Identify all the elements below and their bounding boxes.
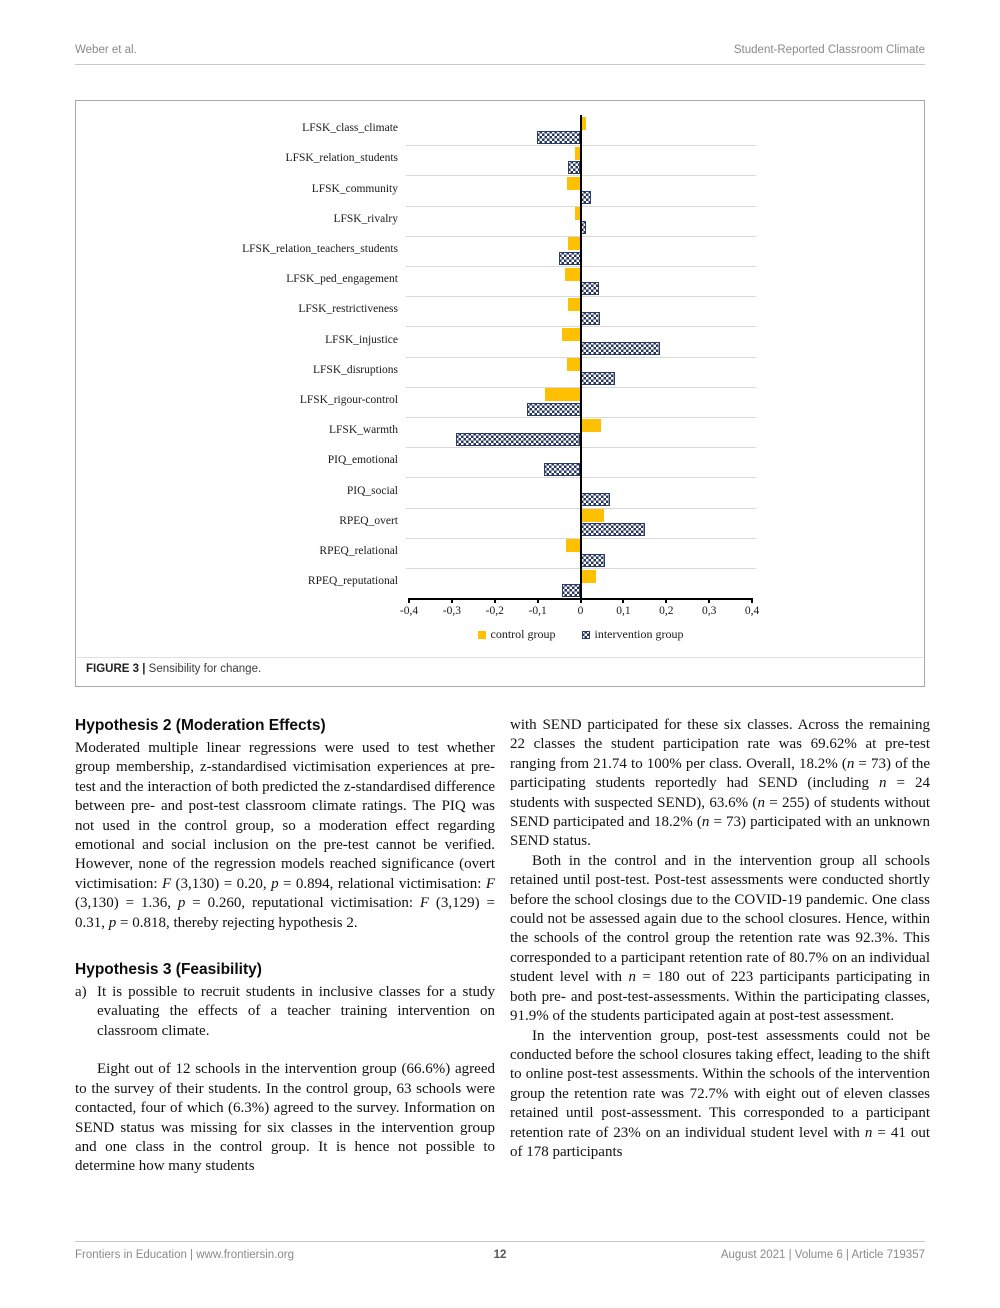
bar-intervention-group	[527, 403, 581, 416]
bar-control-group	[581, 570, 596, 583]
category-label: LFSK_warmth	[329, 424, 398, 437]
category-label: LFSK_rigour-control	[299, 393, 398, 406]
x-axis-tick	[580, 598, 582, 603]
bar-intervention-group	[456, 433, 580, 446]
x-axis-tick	[494, 598, 496, 603]
text-run: = 0.260, reputational victimisation:	[185, 895, 420, 912]
bar-control-group	[567, 177, 581, 190]
bar-intervention-group	[559, 252, 580, 265]
body-column-right	[510, 716, 930, 1162]
bar-intervention-group	[537, 131, 581, 144]
bar-intervention-group	[581, 342, 660, 355]
x-tick-label: 0,4	[744, 605, 760, 618]
text-run: (3,130) = 0.20,	[171, 875, 272, 892]
list-marker: a)	[75, 984, 87, 1001]
italic-text: p	[271, 875, 279, 892]
italic-text: F	[161, 875, 172, 892]
footer	[75, 1249, 925, 1261]
text-run: = 73) of the participating students reportedly had SEND (including	[510, 755, 931, 792]
legend-label: control group	[490, 627, 556, 642]
paragraph	[510, 1027, 930, 1163]
list-text	[97, 983, 495, 1041]
figure-caption-text: Sensibility for change.	[148, 663, 262, 675]
category-label: LFSK_community	[311, 182, 398, 195]
bar-control-group	[562, 328, 581, 341]
paragraph	[75, 739, 495, 933]
italic-text: n	[628, 969, 636, 986]
bar-intervention-group	[544, 463, 580, 476]
text-run: It is possible to recruit students in inclusive classes for a study evaluating the effects of a teacher training intervention on classroom climate.	[97, 984, 495, 1039]
x-axis-tick	[451, 598, 453, 603]
legend-swatch-icon	[478, 631, 486, 639]
text-run: with SEND participated for these six classes. Across the remaining 22 classes the student participation rate was 69.62% at pre-test ranging from 21.74 to 100% per class. Overall, 18.2% (	[510, 717, 930, 772]
paragraph	[510, 852, 930, 1027]
text-run: = 0.818, thereby rejecting hypothesis 2.	[116, 914, 358, 931]
text-run: (3,130) = 1.36,	[75, 895, 178, 912]
running-head-authors: Weber et al.	[75, 44, 137, 56]
category-label: LFSK_restrictiveness	[298, 303, 398, 316]
text-run: Eight out of 12 schools in the intervention group (66.6%) agreed to the survey of their students. In the control group, 63 schools were contacted, four of which (6.3%) agreed to the survey. Information on SEND status was missing for six classes in the intervention group and one class in the control group. It is hence not possible to determine how many students	[75, 1061, 495, 1175]
section-heading: Hypothesis 3 (Feasibility)	[75, 961, 262, 979]
x-axis-tick	[751, 598, 753, 603]
italic-text: n	[757, 794, 765, 811]
footer-page-number: 12	[493, 1249, 507, 1261]
x-tick-label: -0,1	[528, 605, 547, 618]
zero-axis-line	[580, 115, 582, 598]
x-axis-tick	[408, 598, 410, 603]
text-run: = 24 students with suspected SEND), 63.6% (	[510, 775, 930, 811]
category-label: RPEQ_overt	[339, 514, 398, 527]
category-label: PIQ_emotional	[327, 454, 398, 467]
bar-intervention-group	[581, 282, 599, 295]
category-label: LFSK_relation_teachers_students	[242, 242, 398, 255]
x-axis-tick	[665, 598, 667, 603]
paragraph	[75, 1060, 495, 1176]
legend-label: intervention group	[594, 627, 684, 642]
bar-control-group	[567, 358, 580, 371]
chart-legend	[409, 627, 752, 642]
legend-item-intervention-group	[582, 627, 684, 642]
category-label: LFSK_relation_students	[285, 152, 398, 165]
x-tick-label: -0,4	[399, 605, 419, 618]
bar-control-group	[565, 268, 580, 281]
category-label: LFSK_disruptions	[313, 363, 398, 376]
category-label: LFSK_ped_engagement	[286, 273, 398, 286]
text-run: = 180 out of 223 participants participating in both pre- and post-test-assessments. Within the participating classes, 91.9% of the students participated again at post-test assessment.	[510, 969, 930, 1025]
text-run: = 255) of students without SEND participated and 18.2% (	[510, 794, 931, 831]
category-label: PIQ_social	[346, 484, 398, 497]
italic-text: p	[108, 914, 117, 931]
bar-intervention-group	[581, 372, 615, 385]
text-run: Both in the control and in the intervention group all schools retained until post-test. Post-test assessments were conducted shortly before the school closings due to the COVID-19 pandemic. One class could not be assessed again due to the school closures. Hence, within the schools of the control group the retention rate was 92.3%. This corresponded to a participant retention rate of 80.7% on an individual student level with	[510, 852, 930, 986]
bar-control-group	[566, 539, 581, 552]
bar-intervention-group	[581, 554, 606, 567]
x-tick-label: -0,2	[485, 605, 504, 618]
bar-control-group	[581, 419, 602, 432]
italic-text: n	[879, 775, 887, 792]
bar-control-group	[545, 388, 580, 401]
italic-text: n	[846, 755, 855, 772]
italic-text: p	[177, 895, 186, 912]
list-item	[75, 983, 495, 1041]
category-label: RPEQ_relational	[319, 544, 398, 557]
header-rule	[75, 64, 925, 65]
bar-intervention-group	[562, 584, 580, 597]
category-label: LFSK_injustice	[325, 333, 398, 346]
category-label: LFSK_rivalry	[333, 212, 398, 225]
bar-intervention-group	[581, 523, 645, 536]
figure-3-chart	[76, 101, 924, 658]
bar-intervention-group	[581, 191, 592, 204]
bar-control-group	[581, 509, 604, 522]
x-tick-label: 0,1	[616, 605, 631, 618]
paragraph	[510, 716, 930, 852]
legend-swatch-icon	[582, 631, 590, 639]
section-heading: Hypothesis 2 (Moderation Effects)	[75, 717, 326, 734]
text-run: (3,129) = 0.31,	[75, 895, 496, 931]
category-label: LFSK_class_climate	[302, 122, 398, 135]
x-tick-label: -0,3	[442, 605, 461, 618]
italic-text: n	[864, 1124, 873, 1141]
figure-caption-label: FIGURE 3 |	[86, 663, 146, 675]
text-run: = 73) participated with an unknown SEND status.	[510, 814, 930, 850]
figure-caption	[86, 663, 914, 675]
figure-3-box	[75, 100, 925, 687]
footer-journal: Frontiers in Education | www.frontiersin.org	[75, 1249, 295, 1261]
footer-rule	[75, 1241, 925, 1242]
x-axis-tick	[537, 598, 539, 603]
italic-text: F	[419, 895, 430, 912]
text-run: Moderated multiple linear regressions were used to test whether group membership, z-standardised victimisation experiences at pre-test and the interaction of both predicted the z-standardised difference between pre- and post-test classroom climate ratings. The PIQ was not used in the control group, so a moderation effect regarding emotional and social inclusion on the pre-test cannot be verified. However, none of the regression models reached significance (overt victimisation:	[75, 740, 495, 892]
italic-text: F	[485, 875, 496, 892]
x-tick-label: 0,3	[701, 605, 717, 618]
x-axis-tick	[708, 598, 710, 603]
text-run: = 41 out of 178 participants	[510, 1124, 930, 1160]
bar-intervention-group	[581, 493, 610, 506]
x-axis-tick	[622, 598, 624, 603]
running-head-title: Student-Reported Classroom Climate	[733, 44, 925, 56]
legend-item-control-group	[478, 627, 556, 642]
footer-issue: August 2021 | Volume 6 | Article 719357	[720, 1249, 925, 1261]
text-run: = 0.894, relational victimisation:	[278, 875, 486, 892]
x-tick-label: 0,2	[659, 605, 674, 618]
body-column-left	[75, 716, 495, 1177]
category-label: RPEQ_reputational	[307, 575, 398, 588]
x-tick-label: 0	[577, 605, 584, 618]
text-run: In the intervention group, post-test assessments could not be conducted before the school closures taking effect, leading to the shift to online post-test assessments. Within the schools of the intervention group the retention rate was 72.7% with eight out of eleven classes retained until post-assessment. This corresponded to a participant retention rate of 23% on an individual student level with	[510, 1027, 930, 1141]
italic-text: n	[701, 814, 710, 831]
running-head	[75, 44, 925, 56]
bar-intervention-group	[581, 312, 600, 325]
